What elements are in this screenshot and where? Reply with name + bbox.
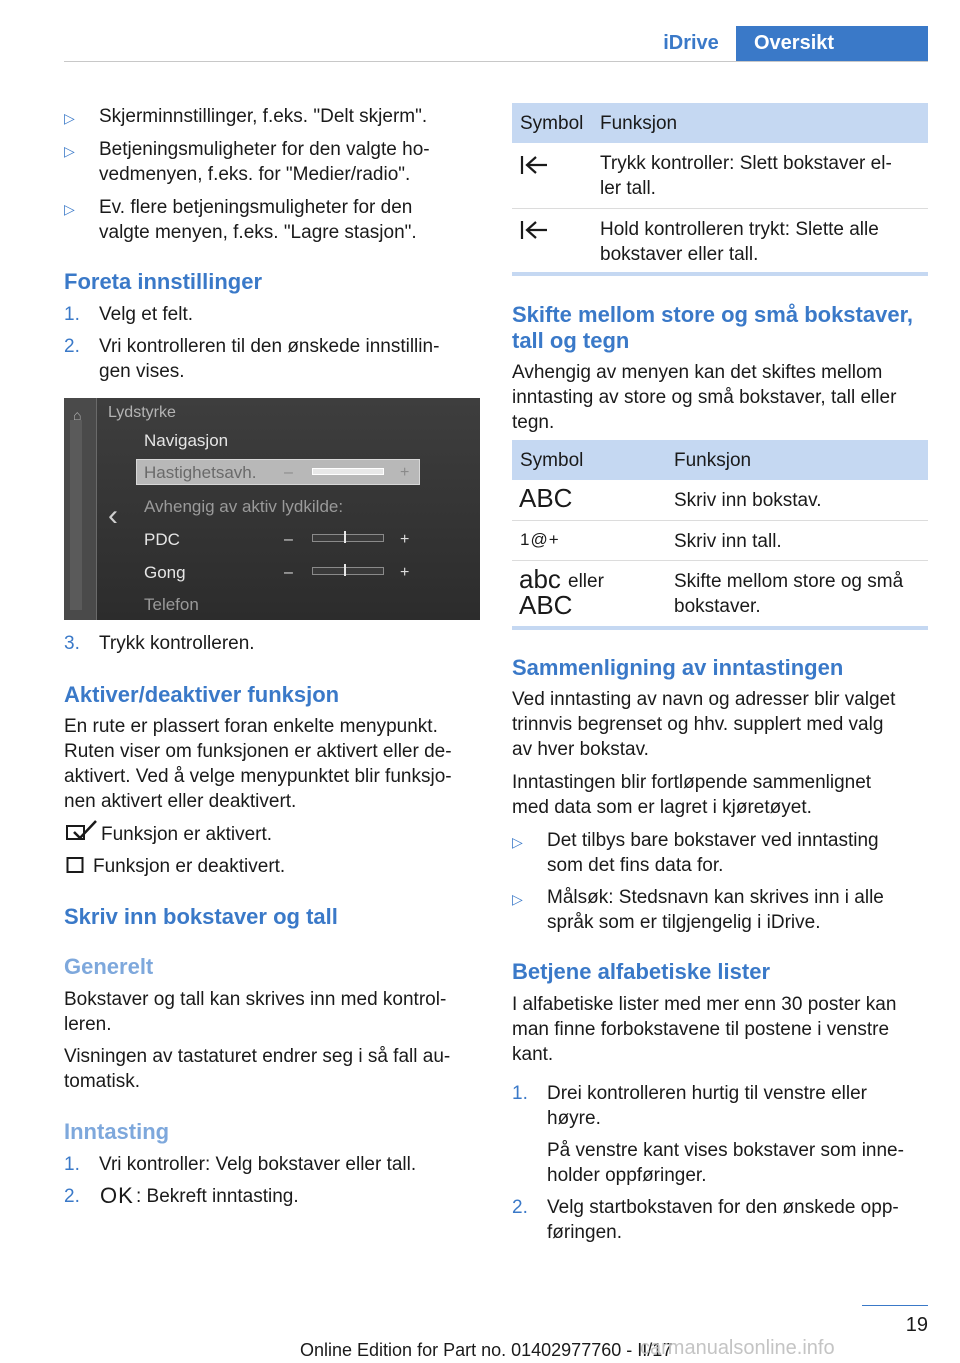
- header-tab-oversikt: Oversikt: [736, 26, 928, 62]
- table-row: Trykk kontroller: Slett bokstaver el- ler tall.: [512, 143, 928, 209]
- triangle-bullet-icon: ▷: [64, 110, 75, 126]
- plus-icon: +: [400, 531, 410, 548]
- heading-enter: Skriv inn bokstaver og tall: [64, 904, 338, 929]
- heading-compare: Sammenligning av inntastingen: [512, 655, 844, 680]
- chevron-left-icon: ‹: [108, 499, 118, 532]
- triangle-bullet-icon: ▷: [512, 891, 523, 907]
- heading-switch: Skifte mellom store og små bokstaver,: [512, 302, 914, 327]
- menu-row-selected: Hastighetsavh.: [144, 463, 257, 482]
- screen-title: Lydstyrke: [108, 404, 176, 421]
- menu-row: Gong: [144, 563, 186, 582]
- minus-icon: –: [284, 531, 293, 548]
- table-row: abc eller ABC Skifte mellom store og små bokstaver.: [519, 564, 904, 620]
- table1-header: Symbol Funksjon: [512, 103, 928, 143]
- ok-icon: OK: [100, 1183, 134, 1208]
- table2-header: Symbol Funksjon: [512, 440, 928, 480]
- home-icon: ⌂: [73, 407, 82, 423]
- triangle-bullet-icon: ▷: [64, 143, 75, 159]
- page-number-rule: [862, 1305, 928, 1306]
- heading-switch-line2: tall og tegn: [512, 328, 630, 353]
- number-symbol-icon: 1@+: [520, 530, 560, 549]
- delete-char-icon: [520, 154, 548, 176]
- screen-sidebar-inner: [70, 420, 82, 610]
- heading-settings: Foreta innstillinger: [64, 269, 263, 294]
- minus-icon: –: [284, 564, 293, 581]
- slider-track: [312, 468, 384, 475]
- menu-row: Telefon: [144, 595, 199, 614]
- edition-footer: Online Edition for Part no. 01402977760 - II/17: [300, 1340, 673, 1360]
- slider-track: [312, 534, 384, 542]
- checkbox-unchecked-icon: [66, 856, 86, 874]
- abc-lowercase-icon: abc: [519, 564, 561, 594]
- abc-uppercase-icon: ABC: [519, 590, 573, 620]
- menu-row: PDC: [144, 530, 180, 549]
- heading-general: Generelt: [64, 954, 154, 979]
- table1-footer-bar: [512, 272, 928, 276]
- delete-all-icon: [520, 219, 548, 241]
- heading-input: Inntasting: [64, 1119, 170, 1144]
- abc-uppercase-icon: ABC: [519, 483, 573, 513]
- slider-knob: [344, 564, 346, 576]
- deactivated-label: Funksjon er deaktivert.: [93, 856, 286, 877]
- slider-knob: [344, 531, 346, 543]
- header-section: iDrive: [646, 26, 736, 61]
- plus-icon: +: [400, 464, 410, 481]
- page-number: 19: [905, 1314, 928, 1336]
- checkbox-checked-icon: [66, 819, 98, 841]
- triangle-bullet-icon: ▷: [512, 834, 523, 850]
- plus-icon: +: [400, 564, 410, 581]
- table-row: Hold kontrolleren trykt: Slette alle bokstaver eller tall.: [512, 208, 928, 272]
- table2-footer-bar: [512, 626, 928, 630]
- minus-icon: –: [284, 464, 293, 481]
- activated-label: Funksjon er aktivert.: [101, 824, 273, 845]
- watermark: carmanualsonline.info: [640, 1337, 835, 1359]
- triangle-bullet-icon: ▷: [64, 201, 75, 217]
- table-row: 1@+ Skriv inn tall.: [512, 521, 928, 561]
- idrive-volume-screenshot: [64, 398, 480, 620]
- slider-track: [312, 567, 384, 575]
- header-divider: [64, 61, 928, 62]
- menu-row: Avhengig av aktiv lydkilde:: [144, 497, 344, 516]
- menu-row: Navigasjon: [144, 431, 229, 450]
- heading-toggle: Aktiver/deaktiver funksjon: [64, 682, 340, 707]
- table-row: ABC Skriv inn bokstav.: [512, 480, 928, 521]
- heading-alpha: Betjene alfabetiske lister: [512, 959, 771, 984]
